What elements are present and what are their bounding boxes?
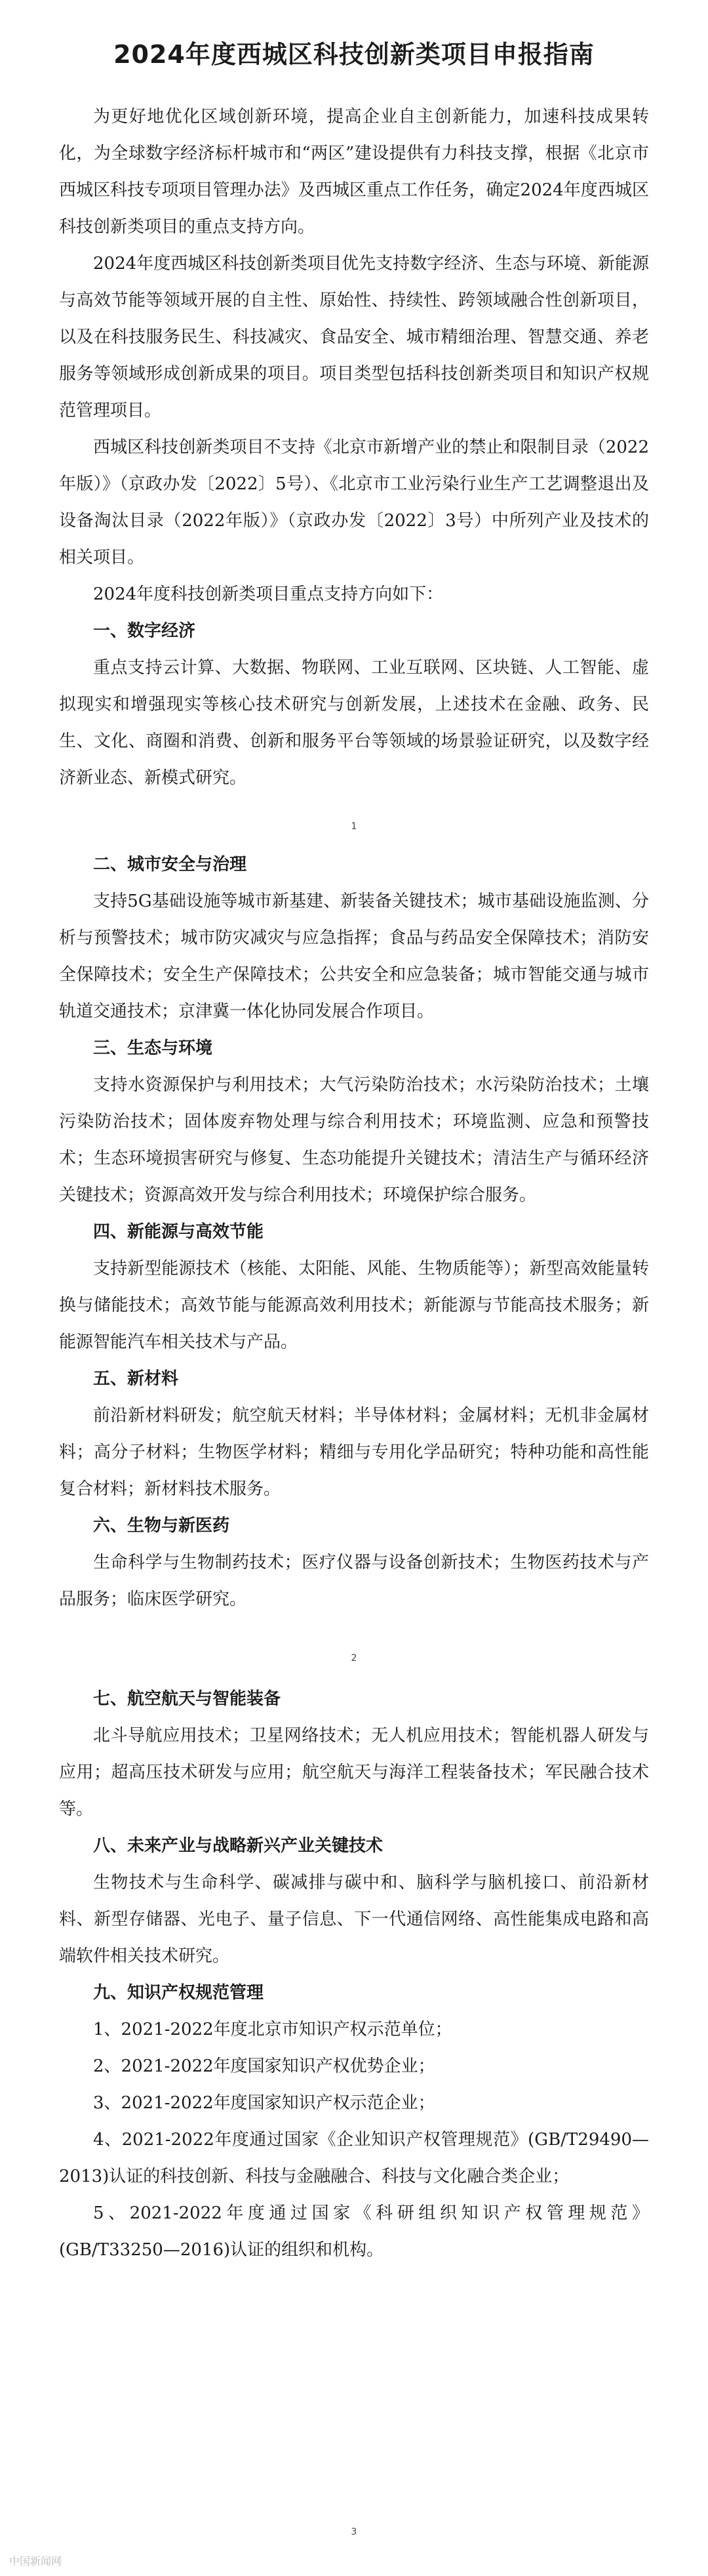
section-body-biomedicine: 生命科学与生物制药技术；医疗仪器与设备创新技术；生物医药技术与产品服务；临床医学研究。 — [59, 1553, 649, 1609]
section-body-aerospace: 北斗导航应用技术；卫星网络技术；无人机应用技术；智能机器人研发与应用；超高压技术研发与应用；航空航天与海洋工程装备技术；军民融合技术等。 — [59, 1726, 649, 1819]
page-2-content — [59, 846, 649, 1618]
ip-list-item-1: 1、2021-2022年度北京市知识产权示范单位； — [93, 2020, 452, 2039]
document-title: 2024年度西城区科技创新类项目申报指南 — [113, 40, 595, 69]
ip-list-item-4: 4、2021-2022年度通过国家《企业知识产权管理规范》(GB/T29490—2013)认证的科技创新、科技与金融融合、科技与文化融合类企业； — [59, 2130, 649, 2186]
section-heading-ip-management: 九、知识产权规范管理 — [93, 1983, 264, 2003]
page-3-content — [59, 1681, 649, 2268]
section-body-new-energy: 支持新型能源技术（核能、太阳能、风能、生物质能等）；新型高效能量转换与储能技术；高效节能与能源高效利用技术；新能源与节能高技术服务；新能源智能汽车相关技术与产品。 — [59, 1259, 649, 1352]
section-heading-aerospace: 七、航空航天与智能装备 — [93, 1689, 281, 1709]
section-heading-biomedicine: 六、生物与新医药 — [93, 1516, 230, 1536]
section-heading-new-materials: 五、新材料 — [93, 1369, 179, 1389]
watermark-logo: 中国新闻网 — [9, 2555, 62, 2567]
ip-list-item-2: 2、2021-2022年度国家知识产权优势企业； — [93, 2056, 435, 2076]
ip-list-item-3: 3、2021-2022年度国家知识产权示范企业； — [93, 2093, 435, 2113]
section-heading-ecology: 三、生态与环境 — [93, 1038, 213, 1058]
section-heading-new-energy: 四、新能源与高效节能 — [93, 1222, 264, 1242]
page-1-content — [59, 98, 649, 796]
section-heading-urban-safety: 二、城市安全与治理 — [93, 855, 247, 874]
section-body-new-materials: 前沿新材料研发；航空航天材料；半导体材料；金属材料；无机非金属材料；高分子材料；生物医学材料；精细与专用化学品研究；特种功能和高性能复合材料；新材料技术服务。 — [59, 1406, 649, 1499]
section-body-urban-safety: 支持5G基础设施等城市新基建、新装备关键技术；城市基础设施监测、分析与预警技术；城市防灾减灾与应急指挥；食品与药品安全保障技术；消防安全保障技术；安全生产保障技术；公共安全和应急装备；城市智能交通与城市轨道交通技术；京津冀一体化协同发展合作项目。 — [59, 891, 649, 1021]
intro-paragraph-4: 2024年度科技创新类项目重点支持方向如下： — [93, 584, 444, 604]
section-heading-digital-economy: 一、数字经济 — [93, 621, 196, 641]
section-body-future-industries: 生物技术与生命科学、碳减排与碳中和、脑科学与脑机接口、前沿新材料、新型存储器、光电子、量子信息、下一代通信网络、高性能集成电路和高端软件相关技术研究。 — [59, 1873, 649, 1966]
page-number-2: 2 — [351, 1653, 357, 1664]
intro-paragraph-2: 2024年度西城区科技创新类项目优先支持数字经济、生态与环境、新能源与高效节能等领域开展的自主性、原始性、持续性、跨领域融合性创新项目，以及在科技服务民生、科技减灾、食品安全、城市精细治理、智慧交通、养老服务等领域形成创新成果的项目。项目类型包括科技创新类项目和知识产权规范管理项目。 — [59, 254, 649, 420]
page-number-3: 3 — [351, 2527, 357, 2537]
page-number-1: 1 — [351, 821, 357, 832]
section-body-digital-economy: 重点支持云计算、大数据、物联网、工业互联网、区块链、人工智能、虚拟现实和增强现实等核心技术研究与创新发展，上述技术在金融、政务、民生、文化、商圈和消费、创新和服务平台等领域的场景验证研究，以及数字经济新业态、新模式研究。 — [59, 658, 649, 788]
section-heading-future-industries: 八、未来产业与战略新兴产业关键技术 — [93, 1836, 384, 1856]
intro-paragraph-3: 西城区科技创新类项目不支持《北京市新增产业的禁止和限制目录（2022年版）》（京政办发〔2022〕5号）、《北京市工业污染行业生产工艺调整退出及设备淘汰目录（2022年版）》（京政办发〔2022〕3号）中所列产业及技术的相关项目。 — [59, 438, 649, 567]
section-body-ecology: 支持水资源保护与利用技术；大气污染防治技术；水污染防治技术；土壤污染防治技术；固体废弃物处理与综合利用技术；环境监测、应急和预警技术；生态环境损害研究与修复、生态功能提升关键技术；清洁生产与循环经济关键技术；资源高效开发与综合利用技术；环境保护综合服务。 — [59, 1075, 649, 1205]
intro-paragraph-1: 为更好地优化区域创新环境，提高企业自主创新能力，加速科技成果转化，为全球数字经济标杆城市和“两区”建设提供有力科技支撑，根据《北京市西城区科技专项项目管理办法》及西城区重点工作任务，确定2024年度西城区科技创新类项目的重点支持方向。 — [59, 107, 649, 237]
ip-list-item-5: 5、2021-2022年度通过国家《科研组织知识产权管理规范》(GB/T33250—2016)认证的组织和机构。 — [59, 2203, 649, 2260]
